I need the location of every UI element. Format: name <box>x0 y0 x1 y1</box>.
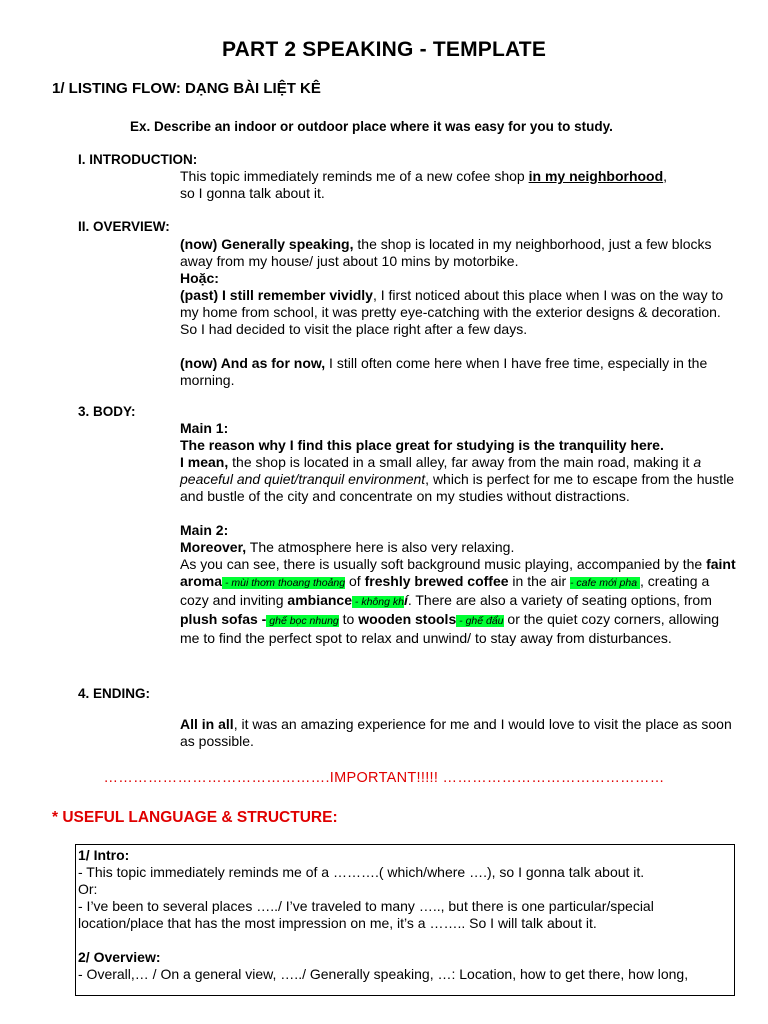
main2-text4: or the quiet cozy corners, allowing me to find the perfect spot to relax and unwind/ to stay away from disturbances. <box>180 611 720 646</box>
highlight-cafe: - cafe mới pha <box>570 577 640 589</box>
main1-text2: , which is perfect for me to escape from the hustle and bustle of the city and concentrate on my studies without distractions. <box>180 471 735 504</box>
main2-bold: Moreover, <box>180 539 247 555</box>
important-divider: ……………………………………….IMPORTANT!!!!! ……………………………………… <box>103 770 665 786</box>
highlight-aroma: - mùi thơm thoang thoảng <box>222 577 346 589</box>
box-intro-line1: - This topic immediately reminds me of a ……….( which/where ….), so I gonna talk about it. <box>78 864 645 880</box>
ending-rest: , it was an amazing experience for me and I would love to visit the place as soon as possible. <box>180 716 732 749</box>
freshly-brewed: freshly brewed coffee <box>364 573 509 589</box>
box-overview-line1: - Overall,… / On a general view, …../ Generally speaking, …: Location, how to get there, how long, <box>78 966 689 982</box>
example-prompt: Ex. Describe an indoor or outdoor place where it was easy for you to study. <box>130 119 613 134</box>
plush-sofas: plush sofas - <box>180 611 267 627</box>
highlight-stools: - ghế đẩu <box>456 615 504 627</box>
overview-now-bold: (now) Generally speaking, <box>180 236 354 252</box>
box-or: Or: <box>78 881 98 897</box>
ending-text <box>180 716 740 750</box>
body-text <box>180 420 740 647</box>
word-of: of <box>345 573 365 589</box>
intro-line1: This topic immediately reminds me of a new cofee shop <box>180 168 529 184</box>
intro-comma: , <box>663 168 668 184</box>
main2-label: Main 2: <box>180 522 229 538</box>
overview-now-text: the shop is located in my neighborhood, just a few blocks away from my house/ just about 10 mins by motorbike. <box>180 236 712 269</box>
body-label: 3. BODY: <box>78 404 136 419</box>
intro-text <box>180 168 740 202</box>
useful-language-heading: * USEFUL LANGUAGE & STRUCTURE: <box>52 809 338 826</box>
section-heading-listing-flow: 1/ LISTING FLOW: DẠNG BÀI LIỆT KÊ <box>52 80 321 97</box>
ambiance: ambiance <box>287 592 352 608</box>
page-title: PART 2 SPEAKING - TEMPLATE <box>221 38 547 61</box>
word-to: to <box>338 611 359 627</box>
overview-now2-text: I still often come here when I have free time, especially in the morning. <box>180 355 708 388</box>
main1-bold: I mean, <box>180 454 229 470</box>
main2-text1: The atmosphere here is also very relaxing. <box>246 539 515 555</box>
ending-bold: All in all <box>180 716 234 732</box>
intro-line2: so I gonna talk about it. <box>180 185 325 201</box>
overview-label: II. OVERVIEW: <box>78 219 170 234</box>
box-overview-label: 2/ Overview: <box>78 949 161 965</box>
faint-aroma: faint aroma <box>180 556 736 589</box>
overview-hoac: Hoặc: <box>180 270 219 286</box>
main1-italic: a peaceful and quiet/tranquil environment <box>180 454 702 487</box>
overview-past-bold: (past) I still remember vividly <box>180 287 373 303</box>
box-intro-label: 1/ Intro: <box>78 847 130 863</box>
in-the-air: in the air <box>508 573 571 589</box>
main1-label: Main 1: <box>180 420 229 436</box>
main1-heading: The reason why I find this place great for studying is the tranquility here. <box>180 437 664 453</box>
main2-text2: As you can see, there is usually soft background music playing, accompanied by the <box>180 556 707 572</box>
ending-label: 4. ENDING: <box>78 686 151 701</box>
creating-text: , creating a cozy and inviting <box>180 573 710 608</box>
intro-emphasis: in my neighborhood <box>528 168 664 184</box>
main1-text1: the shop is located in a small alley, far away from the main road, making it <box>228 454 694 470</box>
overview-now2-bold: (now) And as for now, <box>180 355 326 371</box>
highlight-ambiance-end: í <box>403 592 408 608</box>
useful-language-box <box>75 844 735 996</box>
intro-label: I. INTRODUCTION: <box>78 152 198 167</box>
main2-text3: . There are also a variety of seating options, from <box>407 592 712 608</box>
highlight-sofa: ghế bọc nhung <box>266 615 339 627</box>
highlight-ambiance: - không kh <box>352 596 404 608</box>
wooden-stools: wooden stools <box>358 611 457 627</box>
overview-past-text: , I first noticed about this place when I was on the way to my home from school, it was pretty eye-catching with the exterior designs & decoration. So I had decided to visit the place right after a few days. <box>180 287 724 337</box>
overview-text <box>180 236 740 389</box>
box-intro-line2: - I’ve been to several places …../ I’ve traveled to many ….., but there is one particular/special location/place that has the most impression on me, it’s a …….. So I will talk about it. <box>78 898 654 931</box>
